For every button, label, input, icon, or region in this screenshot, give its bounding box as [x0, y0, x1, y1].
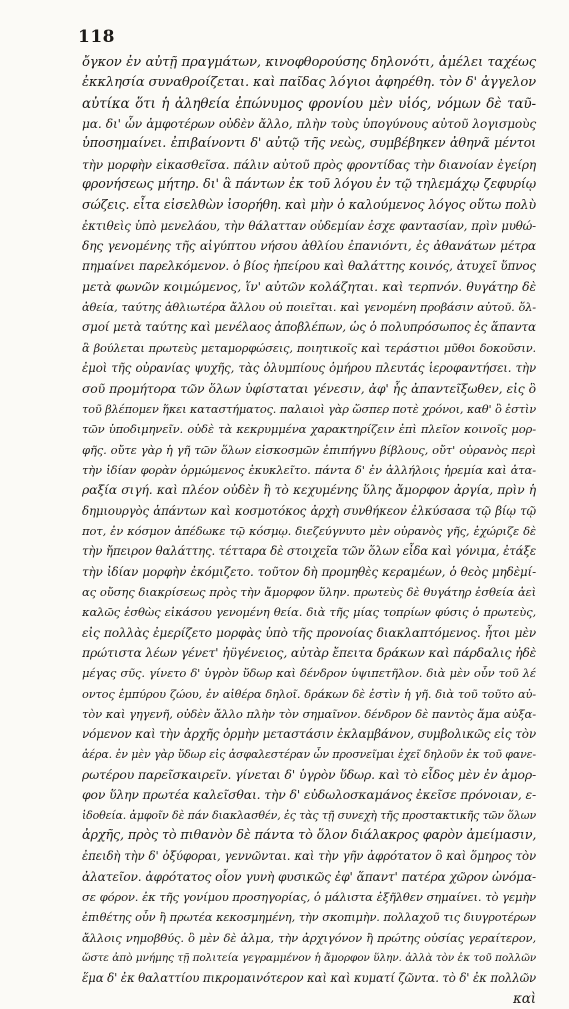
text-line: μετὰ φωνῶν κοιμώμενος, ἵν' αὐτῶν κολάζηται. καὶ τερπνόν. θυγάτηρ δὲ: [82, 278, 536, 294]
text-line: ρωτέρου παρεῖσκαιρεῖν. γίνεται δ' ὑγρὸν ὕδωρ. καὶ τὸ εἶδος μὲν ἐν ἀμορ-: [82, 767, 536, 783]
text-line: τοῦ βλέπομεν ἥκει καταστήματος. παλαιοὶ γὰρ ὥσπερ ποτὲ χρόνοι, καθ' ὃ ἐστὶν: [82, 401, 536, 416]
page-number: 118: [78, 27, 115, 47]
text-line: καλῶς ἐσθὼς εἰκάσου γενομένη θεία. διὰ τῆς μίας τοπρίων φύσις ὁ πρωτεὺς,: [82, 605, 536, 620]
text-line: δης γενομένης τῆς αἰγύπτου νήσου ἀθλίου ἐπανιόντι, ἐς ἀθανάτων μέτρα: [82, 239, 536, 254]
text-line: οντος ἐμπύρου ζώου, ἐν αἰθέρα δηλοῖ. δράκων δὲ ἐστὶν ἡ γῆ. διὰ τοῦ τοῦτο αὐ-: [82, 686, 536, 701]
text-line: αὐτίκα ὅτι ἡ ἀληθεία ἐπώνυμος φρονίου μὲν υἱός, νόμων δὲ ταῦ-: [82, 95, 536, 112]
text-line: ἀρχῆς, πρὸς τὸ πιθανὸν δὲ πάντα τὸ ὅλον διάλακρος φαρὸν ἀμείμασιν,: [82, 828, 537, 844]
text-line: ὥστε ἀπὸ μνήμης τῇ πολιτεία γεγραμμένον ἡ ἄμορφον ὕλην. ἀλλὰ τὸν ἐκ τοῦ πολλῶν: [82, 952, 536, 965]
text-line: ἀλατεῖον. ἀφρότατος οἷον γυνὴ φυσικῶς ἐφ' ἅπαντ' πατέρα χῶρον ὠνόμα-: [82, 869, 536, 884]
text-line: ποτ, ἐν κόσμον ἀπέδωκε τῷ κόσμῳ. διεζεύγνυτο μὲν οὐρανὸς γῆς, ἐχώριζε δὲ: [82, 523, 536, 538]
text-line: φρονήσεως μήτηρ. δι' ἃ πάντων ἐκ τοῦ λόγου ἐν τῷ τηλεμάχῳ ζεφυρίῳ: [82, 177, 536, 193]
text-line: ἐκτιθεὶς ὑπὸ μενελάου, τὴν θάλατταν οὐδεμίαν ἐσχε φαντασίαν, πρὶν μυθώ-: [82, 218, 536, 233]
text-line: ραξία σιγή. καὶ πλέον οὐδὲν ἢ τὸ κεχυμένης ὕλης ἄμορφον ἀργία, πρὶν ἡ: [82, 482, 536, 498]
text-line: τὴν ἤπειρον θαλάττης. τέτταρα δὲ στοιχεῖα τῶν ὅλων εἶδα καὶ γόνιμα, ἐτάξε: [82, 544, 536, 559]
text-line: ἃ βούλεται πρωτεὺς μεταμορφώσεις, ποιητικοῖς καὶ τεράστιοι μῦθοι δοκοῦσιν.: [82, 340, 536, 355]
text-line: σε φόρον. ἐκ τῆς γονίμου προσηγορίας, ὁ μάλιστα ἐξῆλθεν σημαίνει. τὸ γεμὴν: [82, 890, 536, 905]
text-line: ἐμοὶ τῆς οὐρανίας ψυχῆς, τὰς ὀλυμπίους ὁμήρου πλευτάς ἱεροφαντήσει. τὴν: [82, 361, 536, 376]
greek-text-block: [82, 53, 536, 1009]
text-line: πρώτιστα λέων γένετ' ἠϋγένειος, αὐτὰρ ἔπειτα δράκων καὶ πάρδαλις ἠδὲ: [82, 644, 537, 660]
text-line: ἐκκλησία συναθροίζεται. καὶ παῖδας λόγιοι ἀφηρέθη. τὸν δ' ἀγγελον: [82, 75, 536, 91]
text-line: σοῦ προμήτορα τῶν ὅλων ὑφίσταται γένεσιν, ἀφ' ἧς ἀπαντεῖξωθεν, εἰς ὃ: [82, 380, 536, 396]
text-line: ἰδοθεία. ἀμφοῖν δὲ πάν διακλασθέν, ἐς τὰς τῇ συνεχὴ τῆς προστακτικῆς τῶν ὅλων: [82, 808, 536, 822]
text-line: ὑποσημαίνει. ἐπιβαίνοντι δ' αὐτῷ τῆς νεὼς, συμβέβηκεν ἀθηνᾶ μέντοι: [82, 136, 536, 152]
text-line: εἰς πολλὰς ἐμερίζετο μορφὰς ὑπὸ τῆς προνοίας διακλαπτόμενος. ἦτοι μὲν: [82, 625, 536, 640]
text-line: τῶν ὑποδιμηνεῖν. οὐδὲ τὰ κεκρυμμένα χαρακτηρίζειν ἐπὶ πλεῖον κοινοῖς μορ-: [82, 422, 536, 437]
text-line: τὴν ἰδίαν μορφὴν ἐκόμιζετο. τοῦτον δὴ προμηθὲς κεραμέων, ὁ θεὸς μηδὲμί-: [82, 564, 536, 579]
text-line: δημιουργὸς ἁπάντων καὶ κοσμοτόκος ἀρχὴ συνθήκεον ἐλκύσασα τῷ βίῳ τῷ: [82, 503, 536, 518]
text-line: πημαίνει παρελκόμενον. ὁ βίος ἠπείρου καὶ θαλάττης κοινός, ἀτυχεῖ ὕπνος: [82, 259, 536, 274]
text-line: μα. δι' ὧν ἀμφοτέρων οὐδὲν ἄλλο, πλὴν τοὺς ὑπογύνους αὐτοῦ λογισμοὺς: [82, 117, 536, 132]
text-line: τὴν ἰδίαν φορὰν ὁρμώμενος ἐκυκλεῖτο. πάντα δ' ἐν ἀλλήλοις ἠρεμία καὶ ἀτα-: [82, 462, 536, 477]
text-line: ἀθεία, ταύτης ἀθλιωτέρα ἄλλου οὐ ποιεῖται. καὶ γενομένη προβάσιν αὐτοῦ. ὅλ-: [82, 300, 536, 315]
text-line: τὴν μορφὴν εἰκασθεῖσα. πάλιν αὐτοῦ πρὸς φροντίδας τὴν διανοίαν ἐγείρη: [82, 157, 536, 172]
text-line: ὄγκον ἐν αὐτῇ πραγμάτων, κινοφθορούσης δηλονότι, ἀμέλει ταχέως: [82, 55, 536, 70]
text-line: ἕμα δ' ἐκ θαλαττίου πικρομαινότερον καὶ καὶ κυματί ζῶντα. τὸ δ' ἐκ πολλῶν: [82, 971, 537, 986]
text-line: φῆς. οὔτε γὰρ ἡ γῆ τῶν ὅλων εἰσκοσμῶν ἐπιπήγνυ βίβλους, οὔτ' οὐρανὸς περὶ: [82, 442, 536, 457]
text-line: νόμενον καὶ τὴν ἀρχῆς ὁρμὴν μεταστάσιν ἐκλαμβάνον, συμβολικῶς εἰς τὸν: [82, 727, 536, 742]
text-line: καὶ: [513, 990, 536, 1007]
text-line: ἄλλοις νημοβθύς. ὃ μὲν δὲ ἀλμα, τὴν ἀρχιγόνον ἢ πρώτης οὐσίας γεραίτερον,: [82, 930, 536, 945]
text-line: φον ὕλην πρωτέα καλεῖσθαι. τὴν δ' εὐδωλοσκαμάνος ἐκεῖσε πρόνοιαν, ε-: [82, 787, 536, 803]
text-line: μέγας σῦς. γίνετο δ' ὑγρὸν ὕδωρ καὶ δένδρον ὑψιπετῆλον. διὰ μὲν οὖν τοῦ λέ: [82, 666, 536, 681]
text-line: ας οὔσης διακρίσεως πρὸς τὴν ἄμορφον ὕλην. πρωτεὺς δὲ θυγάτηρ ἐσθεία ἀεὶ: [82, 584, 536, 599]
text-line: τὸν καὶ γηγενῆ, οὐδὲν ἄλλο πλὴν τὸν σημαῖνον. δένδρον δὲ παντὸς ἅμα αὐξα-: [82, 707, 536, 721]
text-line: ἀέρα. ἐν μὲν γὰρ ὕδωρ εἰς ἀσφαλεστέραν ὧν προσνεῖμαι ἐχεῖ δηλοῦν ἐκ τοῦ φανε-: [82, 747, 536, 761]
text-line: σμοί μετὰ ταύτης καὶ μενέλαος ἀποβλέπων, ὡς ὁ πολυπρόσωπος ἐς ἅπαντα: [82, 320, 536, 335]
text-line: σώζεις. εἶτα εἰσελθὼν ἰσορήθη. καὶ μὴν ὁ καλούμενος λόγος οὕτω πολὺ: [82, 197, 536, 213]
text-line: ἐπειδὴ τὴν δ' ὀξύφοραι, γεννῶνται. καὶ τὴν γῆν ἀφρότατον ὃ καὶ ὅμηρος τὸν: [82, 849, 536, 864]
text-line: ἐπιθέτης οὖν ἢ πρωτέα κεκοσμημένη, τὴν σκοπιμὴν. πολλαχοῦ τις διυγροτέρων: [82, 910, 536, 925]
